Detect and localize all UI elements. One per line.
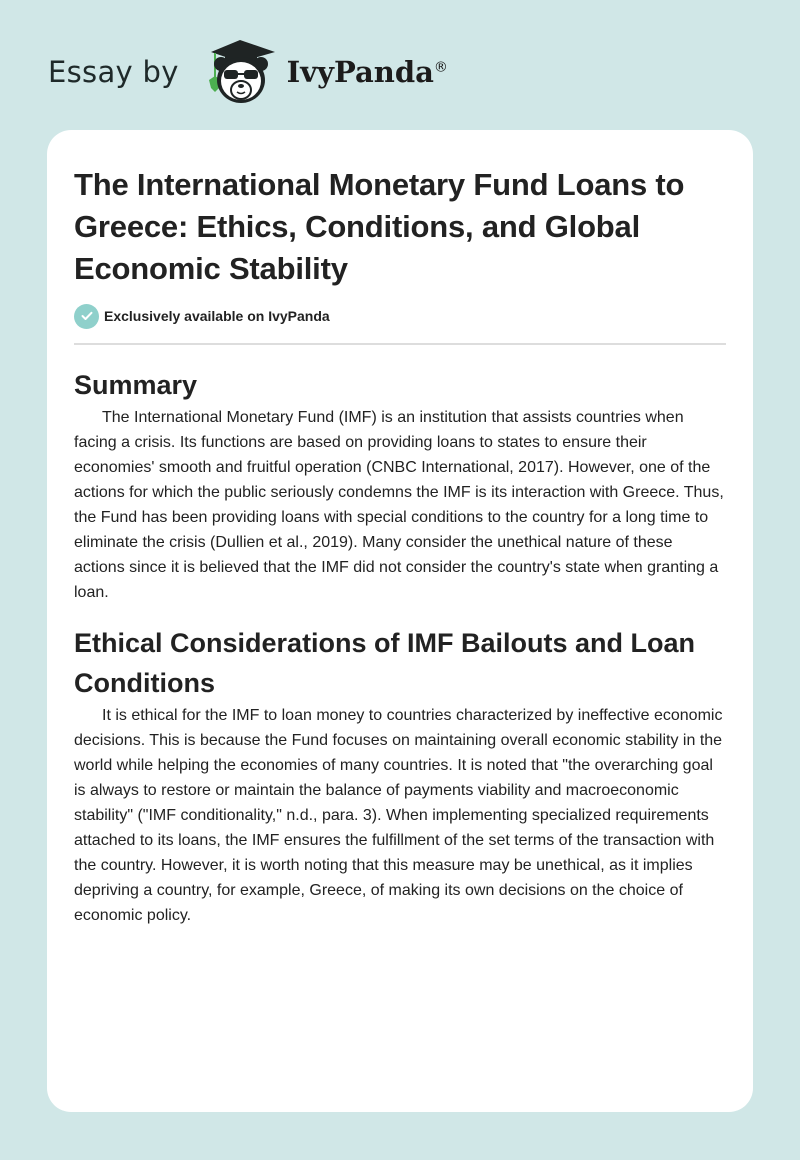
section-paragraph: It is ethical for the IMF to loan money to countries characterized by ineffective economic decisions. This is because the Fund focuses on maintaining overall economic stability in the world while helping the economies of many countries. It is noted that "the overarching goal is always to restore or maintain the balance of payments viability and macroeconomic stability" ("IMF conditionality," n.d., para. 3). When implementing specialized requirements attached to its loans, the IMF ensures the fulfillment of the set terms of the transaction with the country. However, it is worth noting that this measure may be unethical, as it implies depriving a country, for example, Greece, of making its own decisions on the choice of economic policy.	[74, 707, 723, 924]
section-heading: Ethical Considerations of IMF Bailouts and Loan Conditions	[74, 628, 696, 698]
check-circle-icon	[74, 304, 99, 329]
registered-mark: ®	[433, 59, 448, 76]
section-summary	[74, 365, 726, 605]
divider	[74, 343, 726, 345]
panda-logo-icon	[197, 36, 283, 108]
section-paragraph: The International Monetary Fund (IMF) is an institution that assists countries when facing a crisis. Its functions are based on providing loans to states to ensure their economies' smooth and fruitful operation (CNBC International, 2017). However, one of the actions for which the public seriously condemns the IMF is its interaction with Greece. Thus, the Fund has been providing loans with special conditions to the country for a long time to eliminate the crisis (Dullien et al., 2019). Many consider the unethical nature of these actions since it is believed that the IMF did not consider the country's state when granting a loan.	[74, 409, 724, 601]
site-header-brand[interactable]	[48, 36, 448, 108]
brand-name: IvyPanda®	[286, 55, 448, 89]
section-ethical-considerations	[74, 623, 726, 928]
essay-card	[47, 130, 753, 1112]
badge-text: Exclusively available on IvyPanda	[104, 308, 330, 324]
page-title: The International Monetary Fund Loans to Greece: Ethics, Conditions, and Global Economic Stability	[74, 167, 685, 286]
essay-by-label: Essay by	[48, 55, 179, 89]
exclusive-badge	[74, 302, 726, 330]
section-heading: Summary	[74, 370, 198, 400]
